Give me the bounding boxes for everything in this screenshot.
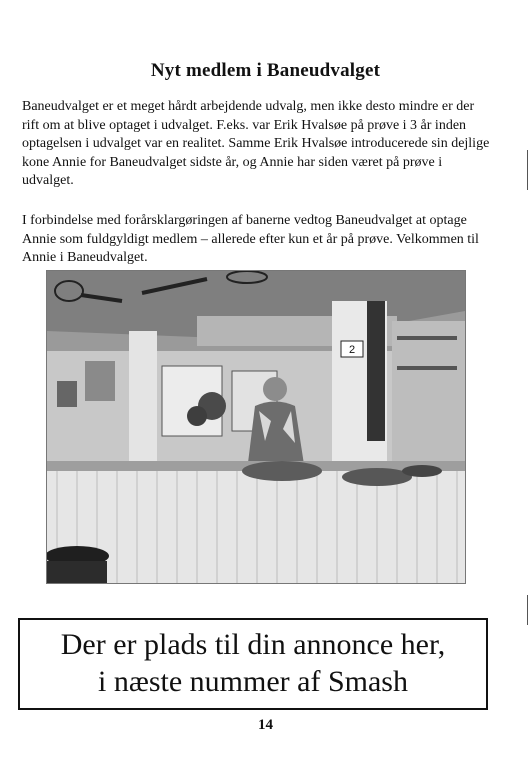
clubhouse-photo-illustration — [47, 271, 465, 583]
article-title: Nyt medlem i Baneudvalget — [150, 60, 381, 81]
scan-edge-mark — [527, 595, 528, 625]
ad-line-1: Der er plads til din annonce her, — [60, 628, 446, 661]
article-paragraph-1: Baneudvalget er et meget hårdt arbejdende udvalg, men ikke desto mindre er der rift om at blive optaget i udvalget. F.eks. var Erik Hvalsøe på prøve i 3 år inden optagelsen i udvalget var en realitet. Samme Erik Hvalsøe introducerede sin dejlige kone Annie for Baneudvalget sidste år, og Annie har siden været på prøve i udvalget. — [22, 99, 490, 188]
ad-line-2: i næste nummer af Smash — [98, 665, 408, 698]
page-number: 14 — [258, 717, 273, 733]
clubhouse-photo — [46, 270, 466, 584]
wall-sign-number: 2 — [348, 344, 356, 356]
article-paragraph-2: I forbindelse med forårsklargøringen af banerne vedtog Baneudvalget at optage Annie som fuldgyldigt medlem – allerede efter kun et år på prøve. Velkommen til Annie i Baneudvalget. — [22, 213, 479, 265]
scan-edge-mark — [527, 150, 528, 190]
ad-placeholder-box — [18, 618, 488, 710]
